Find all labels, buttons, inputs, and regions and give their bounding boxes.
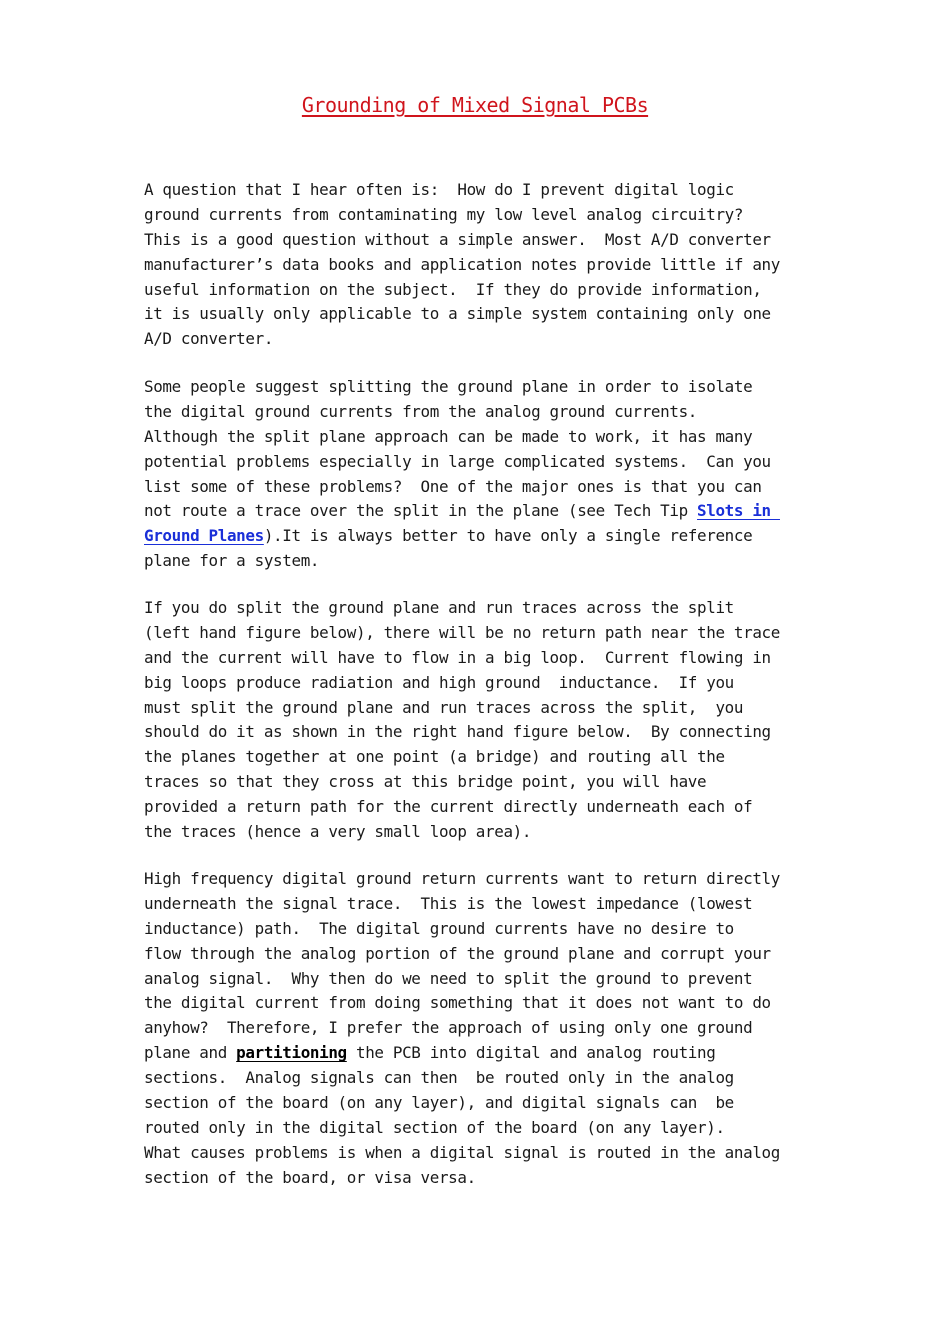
text-line: This is a good question without a simple answer. Most A/D converter [144, 229, 771, 249]
text-line-with-link [144, 524, 824, 549]
text-line: manufacturer’s data books and application notes provide little if any [144, 254, 780, 274]
partitioning-emphasis: partitioning [236, 1043, 347, 1063]
text-line: What causes problems is when a digital signal is routed in the analog [144, 1142, 780, 1162]
line-prefix: plane and [144, 1043, 237, 1063]
text-line: should do it as shown in the right hand figure below. By connecting [144, 722, 771, 742]
text-line: must split the ground plane and run traces across the split, you [144, 697, 744, 717]
text-line: the digital current from doing something that it does not want to do [144, 993, 771, 1013]
text-line: the digital ground currents from the analog ground currents. [144, 401, 698, 421]
text-line: section of the board (on any layer), and digital signals can be [144, 1093, 734, 1113]
line-prefix: not route a trace over the split in the plane (see Tech Tip [144, 501, 698, 521]
text-line: underneath the signal trace. This is the lowest impedance (lowest [144, 893, 753, 913]
text-line: ground currents from contaminating my low level analog circuitry? [144, 204, 744, 224]
text-line: list some of these problems? One of the major ones is that you can [144, 476, 762, 496]
text-line: High frequency digital ground return currents want to return directly [144, 869, 780, 888]
text-line: sections. Analog signals can then be routed only in the analog [144, 1068, 734, 1088]
text-line: potential problems especially in large complicated systems. Can you [144, 451, 771, 471]
text-line: A question that I hear often is: How do I prevent digital logic [144, 180, 734, 199]
document-title: Grounding of Mixed Signal PCBs [301, 93, 649, 117]
text-line: anyhow? Therefore, I prefer the approach of using only one ground [144, 1018, 753, 1038]
paragraph-2 [144, 375, 824, 574]
paragraph-1 [144, 178, 824, 352]
text-line-with-emphasis [144, 1041, 824, 1066]
text-line: big loops produce radiation and high ground inductance. If you [144, 672, 734, 692]
slots-in-ground-planes-link-continued[interactable]: Ground Planes [144, 526, 264, 546]
text-line: If you do split the ground plane and run traces across the split [144, 598, 734, 617]
paragraph-3 [144, 596, 824, 845]
text-line: the planes together at one point (a bridge) and routing all the [144, 747, 725, 767]
text-line: inductance) path. The digital ground currents have no desire to [144, 918, 734, 938]
text-line: plane for a system. [144, 551, 320, 571]
paragraph-4 [144, 867, 824, 1191]
text-line: analog signal. Why then do we need to split the ground to prevent [144, 968, 753, 988]
line-suffix: ).It is always better to have only a single reference [263, 526, 753, 546]
text-line: provided a return path for the current directly underneath each of [144, 797, 753, 817]
text-line: Some people suggest splitting the ground plane in order to isolate [144, 377, 753, 396]
text-line: routed only in the digital section of the board (on any layer). [144, 1117, 725, 1137]
text-line-with-link [144, 499, 824, 524]
text-line: the traces (hence a very small loop area). [144, 822, 532, 842]
text-line: (left hand figure below), there will be no return path near the trace [144, 622, 780, 642]
text-line: flow through the analog portion of the ground plane and corrupt your [144, 943, 771, 963]
text-line: traces so that they cross at this bridge point, you will have [144, 772, 707, 792]
text-line: section of the board, or visa versa. [144, 1167, 476, 1187]
line-suffix: the PCB into digital and analog routing [346, 1043, 716, 1063]
slots-in-ground-planes-link[interactable]: Slots in [697, 501, 780, 521]
text-line: it is usually only applicable to a simple system containing only one [144, 304, 771, 324]
text-line: A/D converter. [144, 329, 274, 349]
text-line: Although the split plane approach can be made to work, it has many [144, 426, 753, 446]
text-line: and the current will have to flow in a big loop. Current flowing in [144, 647, 771, 667]
text-line: useful information on the subject. If they do provide information, [144, 279, 762, 299]
